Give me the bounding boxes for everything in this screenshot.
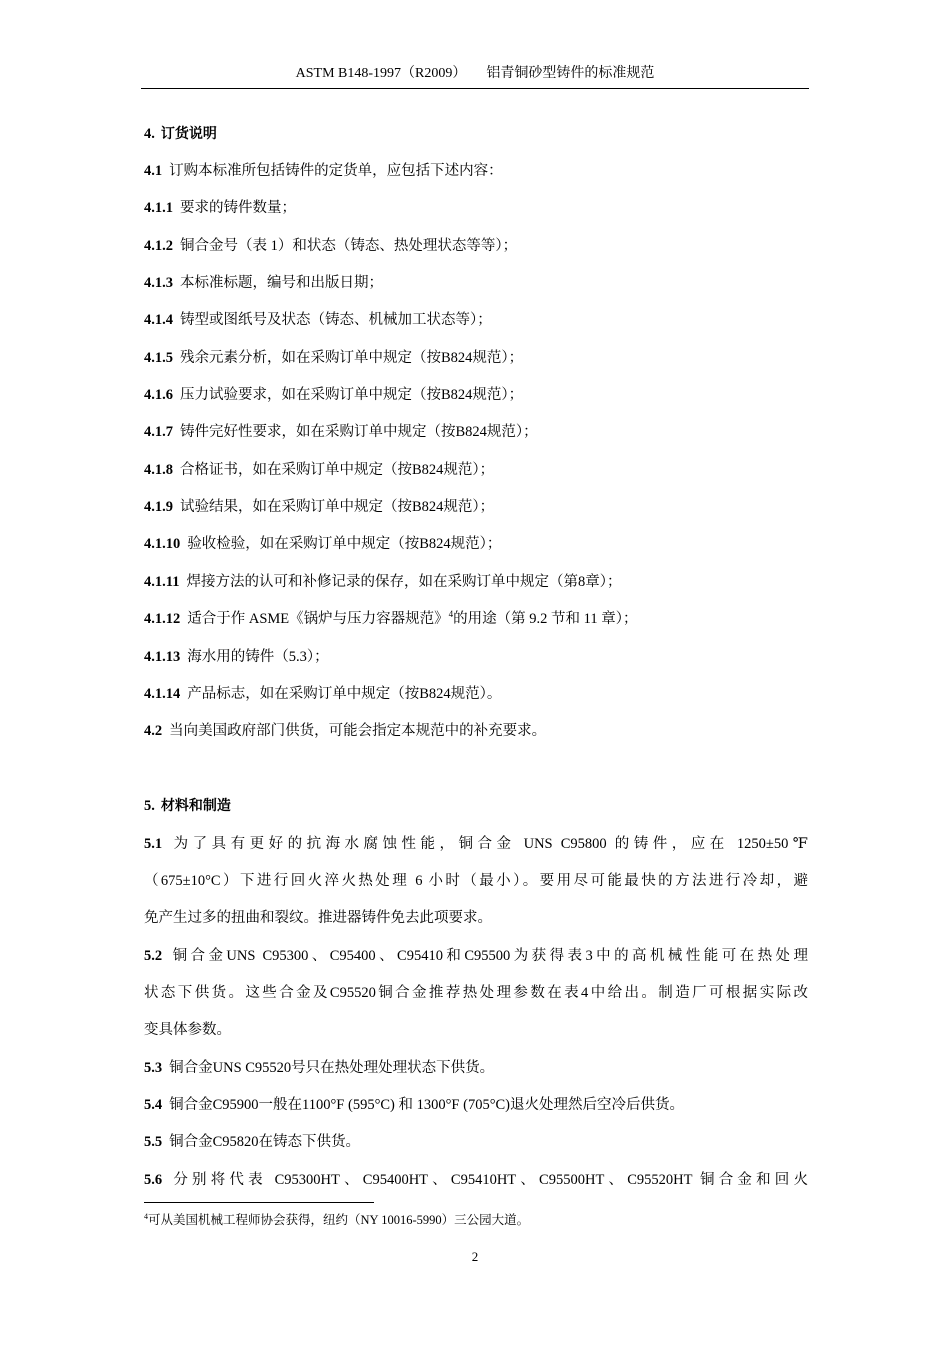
clause-5-1-line1: 5.1 为了具有更好的抗海水腐蚀性能，铜合金 UNS C95800 的铸件，应在 1250±50℉ <box>144 836 808 852</box>
standard-code: ASTM B148-1997（R2009） <box>295 66 467 81</box>
clause-4-1-9: 4.1.9 试验结果，如在采购订单中规定（按B824规范）； <box>144 499 495 515</box>
clause-4-1-4: 4.1.4 铸型或图纸号及状态（铸态、机械加工状态等）； <box>144 312 492 328</box>
standard-title: 铝青铜砂型铸件的标准规范 <box>486 66 655 81</box>
clause-4-1: 4.1 订购本标准所包括铸件的定货单，应包括下述内容： <box>144 163 503 179</box>
clause-4-1-12: 4.1.12 适合于作 ASME《锅炉与压力容器规范》$^4$的用途（第 9.2 节和 11 章）； <box>144 609 638 627</box>
clause-4-1-3: 4.1.3 本标准标题，编号和出版日期； <box>144 275 383 291</box>
clause-4-1-11: 4.1.11 焊接方法的认可和补修记录的保存，如在采购订单中规定（第8章）； <box>144 574 622 590</box>
clause-5-2-line3: 变具体参数。 <box>144 1022 231 1038</box>
clause-4-1-1: 4.1.1 要求的铸件数量； <box>144 200 296 216</box>
clause-4-1-8: 4.1.8 合格证书，如在采购订单中规定（按B824规范）； <box>144 462 495 478</box>
footnote <box>144 1211 529 1229</box>
footnote-rule <box>144 1202 374 1203</box>
clause-4-2: 4.2 当向美国政府部门供货，可能会指定本规范中的补充要求。 <box>144 723 547 739</box>
clause-5-2-line2: 状态下供货。这些合金及C95520铜合金推荐热处理参数在表4中给出。制造厂可根据实际改 <box>144 985 808 1001</box>
clause-5-2-line1: 5.2 铜合金UNS C95300、C95400、C95410和C95500为获得表3中的高机械性能可在热处理 <box>144 948 808 964</box>
clause-4-1-6: 4.1.6 压力试验要求，如在采购订单中规定（按B824规范）； <box>144 387 524 403</box>
clause-5-4: 5.4 铜合金C95900一般在1100°F (595°C) 和 1300°F (705°C)退火处理然后空冷后供货。 <box>144 1097 684 1113</box>
clause-4-1-2: 4.1.2 铜合金号（表 1）和状态（铸态、热处理状态等等）； <box>144 238 518 254</box>
clause-5-5: 5.5 铜合金C95820在铸态下供货。 <box>144 1134 361 1150</box>
clause-4-1-5: 4.1.5 残余元素分析，如在采购订单中规定（按B824规范）； <box>144 350 524 366</box>
page-number: 2 <box>471 1249 479 1264</box>
header-rule <box>141 88 809 89</box>
running-header <box>141 64 809 84</box>
clause-5-1-line3: 免产生过多的扭曲和裂纹。推进器铸件免去此项要求。 <box>144 910 492 926</box>
footnote-text: 可从美国机械工程师协会获得，纽约（NY 10016-5990）三公园大道。 <box>148 1213 530 1227</box>
clause-4-1-14: 4.1.14 产品标志，如在采购订单中规定（按B824规范）。 <box>144 686 502 702</box>
clause-5-1-line2: （675±10°C）下进行回火淬火热处理 6 小时（最小）。要用尽可能最快的方法进行冷却，避 <box>144 873 808 889</box>
footnote-marker: 4 <box>144 1211 148 1221</box>
clause-5-6: 5.6 分别将代表 C95300HT、C95400HT、C95410HT、C95500HT、C95520HT 铜合金和回火 <box>144 1172 808 1188</box>
section-5-heading: 5. 材料和制造 <box>144 798 231 814</box>
clause-5-3: 5.3 铜合金UNS C95520号只在热处理处理状态下供货。 <box>144 1060 495 1076</box>
clause-4-1-13: 4.1.13 海水用的铸件（5.3）； <box>144 649 329 665</box>
clause-4-1-10: 4.1.10 验收检验，如在采购订单中规定（按B824规范）； <box>144 536 502 552</box>
footnote-ref[interactable]: 4 <box>448 609 454 620</box>
section-4-heading: 4. 订货说明 <box>144 126 217 142</box>
clause-4-1-7: 4.1.7 铸件完好性要求，如在采购订单中规定（按B824规范）； <box>144 424 538 440</box>
